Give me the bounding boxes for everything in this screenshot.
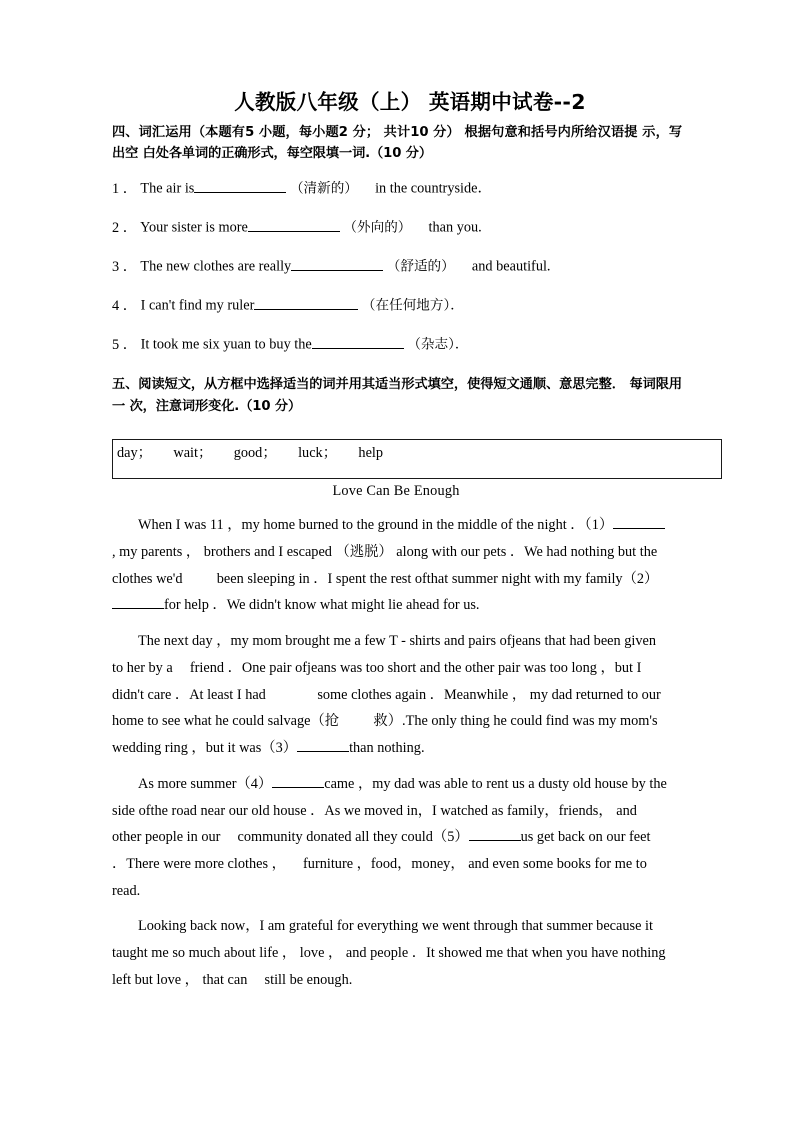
passage-paragraph-4 — [112, 913, 668, 993]
question-item-5 — [112, 334, 682, 356]
word-bank-list: day； wait； good； luck； help — [117, 445, 384, 462]
para4-seg1: Looking back now，I am grateful for everything we went through that summer because it taught me so much about life ， love ， and people ．It showed me that when you have nothing left but love ， that can — [112, 918, 666, 988]
answer-blank[interactable] — [254, 295, 358, 310]
page-title: 人教版八年级（上） 英语期中试卷--2 — [234, 90, 586, 114]
question-list — [112, 178, 682, 356]
para4-seg2: still be enough. — [264, 971, 353, 988]
section-five-heading — [112, 374, 682, 417]
question-text-before: Your sister is more — [140, 219, 248, 236]
section-five-heading-line1: 五、阅读短文，从方框中选择适当的词并用其适当形式填空，使得短文通顺、意思完整． — [112, 377, 625, 393]
question-item-1 — [112, 178, 682, 200]
question-text-after: and beautiful. — [471, 258, 551, 275]
word-bank-box — [112, 439, 722, 479]
question-text-before: I can't find my ruler — [140, 298, 255, 314]
para3-seg1: As more summer（4） — [138, 775, 273, 792]
question-number: 5 ． — [112, 337, 138, 354]
para2-seg4: 救）.The only thing he could find was my mom's wedding ring ，but it was（3） — [112, 713, 658, 757]
question-hint: （舒适的） — [386, 258, 455, 275]
answer-blank[interactable] — [194, 178, 286, 193]
question-hint: （清新的） — [289, 180, 358, 197]
para1-seg3: been sleeping in ．I spent the rest ofthat summer night with my family（2） — [216, 570, 659, 587]
passage-blank-5[interactable] — [469, 827, 521, 842]
para3-seg3: community donated all they could（5） — [237, 829, 469, 846]
section-four-heading-line1: 四、词汇运用（本题有5 小题，每小题2 分； 共计10 分） 根据句意和括号内所给汉语提 — [112, 124, 638, 140]
question-number: 1 ． — [112, 180, 138, 197]
passage-blank-1[interactable] — [613, 515, 665, 530]
para1-seg1: When I was 11 ，my home burned to the ground in the middle of the night ．（1） — [138, 517, 614, 534]
question-text-before: The new clothes are really — [140, 258, 292, 275]
question-number: 4 ． — [112, 298, 138, 314]
question-hint: （在任何地方）． — [361, 298, 464, 314]
question-hint: （杂志）． — [407, 337, 469, 354]
passage-paragraph-3 — [112, 771, 668, 905]
question-text-after: in the countryside． — [375, 180, 492, 197]
question-hint: （外向的） — [343, 219, 412, 236]
para2-seg5: than nothing. — [349, 740, 425, 757]
section-four-heading-line2: 示，写出空 白处各单词的正确形式，每空限填一词.（10 分） — [112, 124, 682, 161]
question-text-after: than you. — [428, 219, 482, 236]
para1-seg4: for help ．We didn't know what might lie ahead for us. — [164, 597, 480, 614]
question-number: 3 ． — [112, 258, 138, 275]
para2-seg3: some clothes again ．Meanwhile ， my dad returned to our home to see what he could salvage（抢 — [112, 686, 661, 730]
section-four-heading — [112, 122, 682, 165]
question-number: 2 ． — [112, 219, 138, 236]
page-content — [112, 90, 682, 1003]
passage-title: Love Can Be Enough — [332, 483, 460, 500]
answer-blank[interactable] — [248, 217, 340, 232]
question-item-2 — [112, 217, 682, 239]
question-item-4 — [112, 295, 682, 317]
para2-seg1: The next day ，my mom brought me a few T - shirts and pairs ofjeans that had been given to her by a — [112, 633, 657, 676]
answer-blank[interactable] — [291, 256, 383, 271]
passage-blank-4[interactable] — [272, 773, 324, 788]
passage-paragraph-2 — [112, 628, 668, 762]
para3-seg4: us get back on our feet ．There were more clothes ， — [112, 829, 651, 873]
para1-seg2: , my parents ， brothers and I escaped （逃脱） along with our pets ．We had nothing but the clothes we'd — [112, 543, 658, 587]
question-item-3 — [112, 256, 682, 278]
reading-passage — [112, 512, 682, 993]
passage-blank-2[interactable] — [112, 595, 164, 610]
para3-seg5: furniture ，food，money， and even some books for me to read. — [112, 856, 647, 899]
answer-blank[interactable] — [312, 334, 404, 349]
para3-seg2: came ，my dad was able to rent us a dusty old house by the side ofthe road near our old house ．As we moved in，I watched as family，friends， and other people in our — [112, 775, 667, 846]
section-five-heading-line2: 每词限用一 次，注意词形变化.（10 分） — [112, 377, 682, 414]
para2-seg2: friend ．One pair ofjeans was too short and the other pair was too long ，but I didn't care ．At least I had — [112, 659, 642, 703]
passage-blank-3[interactable] — [297, 738, 349, 753]
passage-paragraph-1 — [112, 512, 668, 619]
question-text-before: The air is — [140, 180, 195, 197]
question-text-before: It took me six yuan to buy the — [140, 337, 312, 354]
